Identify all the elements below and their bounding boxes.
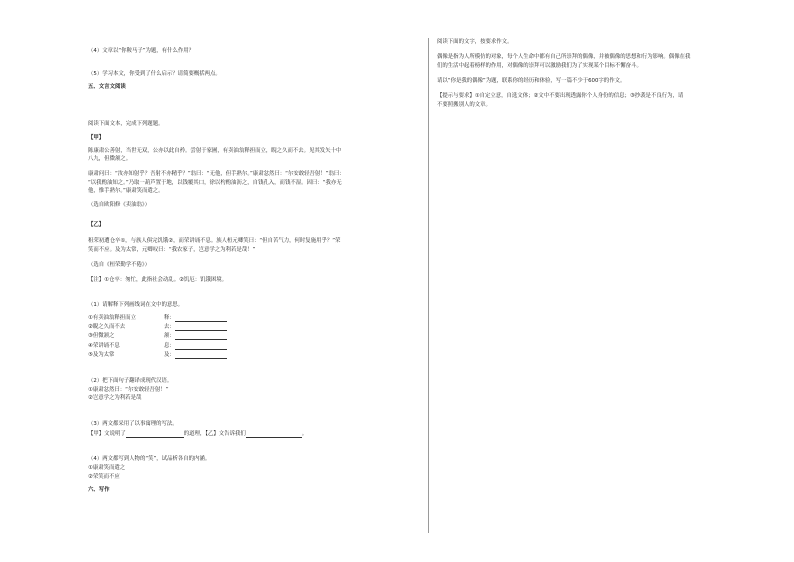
passage-jia-line: 八九，但微颔之。	[88, 156, 132, 162]
question-1-item-key: 释：	[164, 315, 175, 321]
writing-requirements-line: 不要照搬别人的文章。	[437, 102, 491, 108]
question-1-item	[88, 324, 227, 331]
reading-instruction: 阅读下面文本，完成下列题题。	[88, 121, 164, 127]
passage-jia-source: （选自欧阳修《卖油翁》）	[88, 202, 150, 208]
question-1-item-text: ③但微颔之	[88, 333, 115, 339]
passage-jia-line: 陈康肃公善射，当世无双，公亦以此自矜。尝射于家圃，有卖油翁释担而立，睨之久而不去。见其发矢十中	[88, 148, 342, 154]
question-5: （5）学习本文，你受到了什么启示？请简要概括两点。	[88, 71, 221, 77]
question-3-part-b: 的道理，【乙】文告诉我们	[183, 431, 246, 437]
question-4b-item: ②荣笑而不应	[88, 474, 120, 480]
question-1-item-key: 颔：	[164, 333, 175, 339]
question-2-item: ①康肃忿然曰：“尔安敢轻吾射！”	[88, 387, 169, 393]
question-3: （3）两文都采用了以事寓理的写法。	[88, 421, 178, 427]
question-1-item	[88, 315, 227, 322]
passage-yi-line: 租荣初遭仓卒①，与族人俱完饥饿②，而荣讲诵不息。族人桓元卿笑曰：“但自苦气力，何时复施用乎？”荣	[88, 238, 341, 244]
question-3-blank-line	[88, 431, 307, 438]
answer-blank[interactable]	[175, 315, 227, 322]
answer-blank[interactable]	[175, 324, 227, 331]
answer-blank[interactable]	[175, 352, 227, 359]
question-3-end: 。	[301, 431, 308, 437]
question-1-item	[88, 352, 227, 359]
question-1-item	[88, 343, 227, 350]
writing-prompt-line: 偶像是指为人所模仿的对象，每个人生命中都有自己所崇拜的偶像，并被偶像的思想和行为影响。偶像在我	[437, 54, 691, 60]
question-1-item-key: 及：	[164, 352, 175, 358]
writing-prompt-line: 们的生活中起着榜样的作用，对偶像的崇拜可以激励我们为了实现某个目标不懈奋斗。	[437, 63, 642, 69]
section-heading-writing: 六、写作	[88, 487, 110, 493]
question-2-item: ②岂意学之为利若是哉	[88, 395, 142, 401]
question-4b: （4）两文都写到人物的“笑”，试品析各自的内涵。	[88, 456, 211, 462]
question-2: （2）把下面句子翻译成现代汉语。	[88, 378, 173, 384]
column-divider	[428, 38, 429, 533]
question-1-item-text: ①有卖油翁释担而立	[88, 315, 136, 321]
writing-instruction: 阅读下面的文字，按要求作文。	[437, 39, 513, 45]
question-1-item	[88, 333, 227, 340]
passage-yi-line: 笑而不应。及为太常，元卿叹曰：“我农家子，岂意学之为利若是哉！”	[88, 247, 256, 253]
question-4: （4）文章以“你鞍马子”为题，有什么作用？	[88, 48, 195, 54]
question-1-item-text: ⑤及为太常	[88, 352, 115, 358]
answer-blank[interactable]	[175, 343, 227, 350]
writing-task: 请以“你是我的偶像”为题，联系你的经历和体验，写一篇不少于600字的作文。	[437, 78, 626, 84]
question-4b-item: ①康肃笑而遣之	[88, 465, 126, 471]
question-1-item-key: 去：	[164, 324, 175, 330]
answer-blank[interactable]	[126, 431, 184, 438]
annotation-note: 【注】①仓卒：匆忙，此指社会动乱。②饥厄：饥饿困境。	[88, 277, 228, 283]
writing-requirements-line: 【提示与要求】①自定立意，自选文体；②文中不要出现透露你个人身份的信息；③抄袭是不良行为，请	[437, 93, 684, 99]
passage-jia-line: 康肃问曰：“汝亦知射乎？吾射不亦精乎？”翁曰：“无他，但手熟尔。”康肃忿然曰：“尔安敢轻吾射！”翁曰：	[88, 171, 345, 177]
answer-blank[interactable]	[175, 333, 227, 340]
passage-jia-mark: 【甲】	[88, 135, 105, 141]
passage-jia-line: 他，惟手熟尔。”康肃笑而遣之。	[88, 188, 164, 194]
question-3-part-a: 【甲】文说明了	[88, 431, 126, 437]
passage-yi-source: （选自《桓荣勤学不倦》）	[88, 262, 150, 268]
passage-yi-mark: 【乙】	[88, 222, 105, 228]
question-1-item-text: ②睨之久而不去	[88, 324, 126, 330]
question-1: （1）请解释下列画线词在文中的意思。	[88, 302, 184, 308]
question-1-item-text: ④荣讲诵不息	[88, 343, 120, 349]
passage-jia-line: “以我酌油知之。”乃取一葫芦置于地，以钱覆其口，徐以杓酌油沥之，自钱孔入，而钱不湿。因曰：“我亦无	[88, 180, 342, 186]
answer-blank[interactable]	[246, 431, 302, 438]
section-heading-classical: 五、文言文阅读	[88, 84, 126, 90]
question-1-item-key: 息：	[164, 343, 175, 349]
